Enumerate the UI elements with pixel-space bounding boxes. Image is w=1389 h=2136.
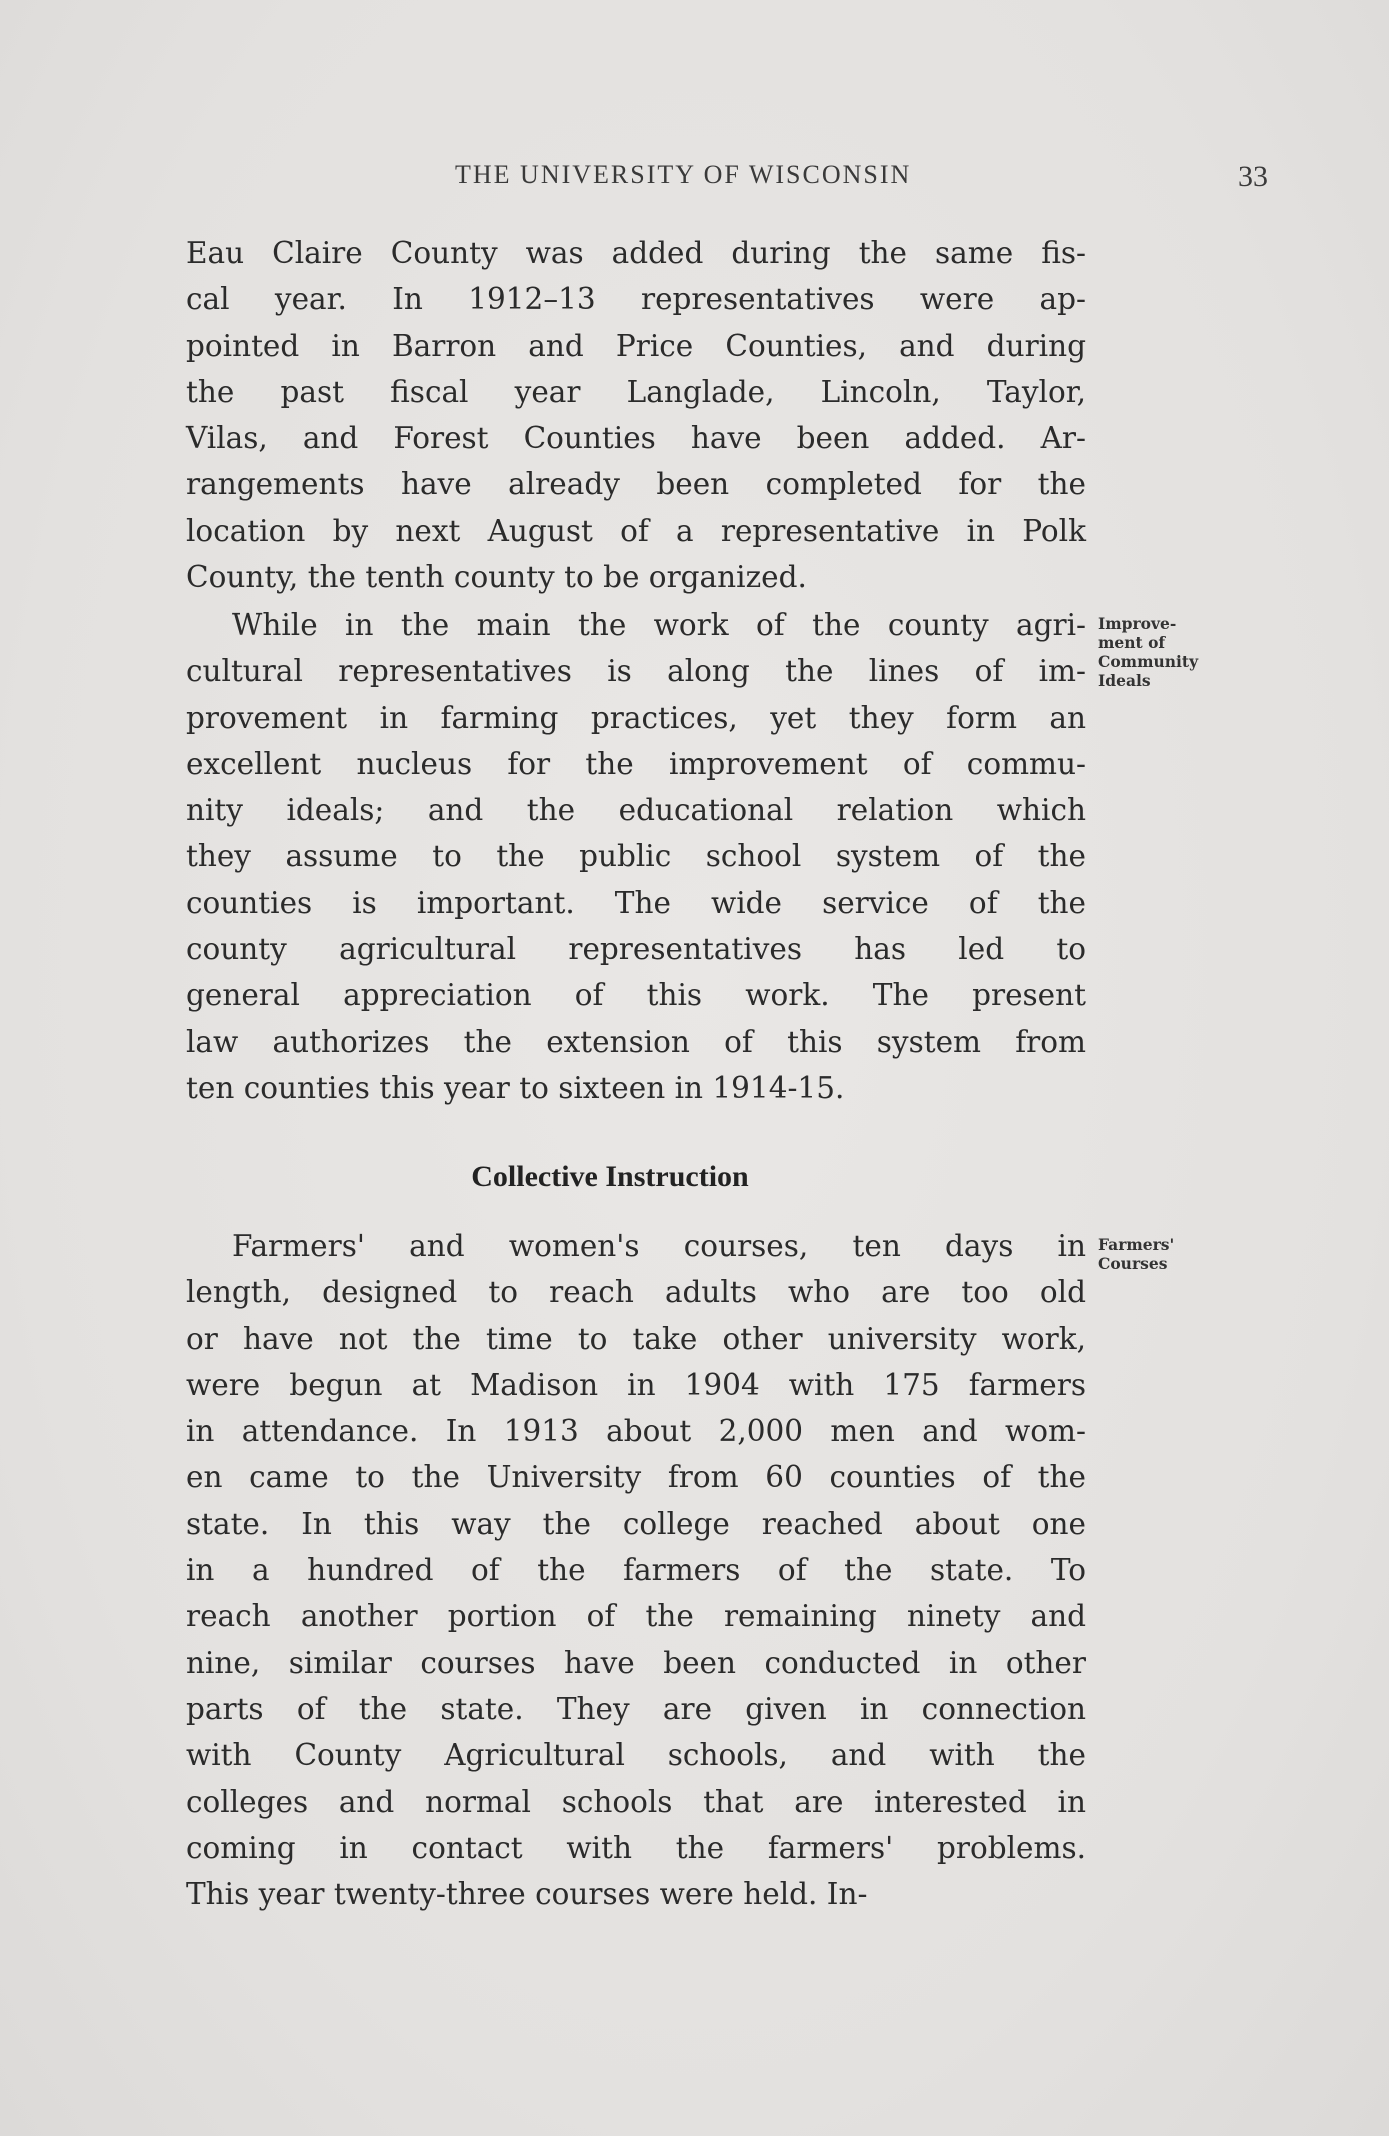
text-line: cal year. In 1912–13 representatives were ap-: [186, 282, 1086, 317]
margin-note-line: Ideals: [1098, 671, 1151, 690]
margin-note-line: Farmers': [1098, 1235, 1175, 1254]
text-line: This year twenty-three courses were held. In-: [186, 1877, 868, 1912]
text-line: colleges and normal schools that are interested in: [186, 1784, 1086, 1819]
text-line: were begun at Madison in 1904 with 175 farmers: [186, 1367, 1086, 1402]
text-line: nity ideals; and the educational relation which: [186, 793, 1086, 828]
text-line: pointed in Barron and Price Counties, and during: [186, 328, 1086, 363]
running-head: THE UNIVERSITY OF WISCONSIN: [455, 160, 912, 189]
margin-note-community-ideals: [1098, 614, 1198, 690]
text-line: general appreciation of this work. The present: [186, 978, 1086, 1013]
text-line: Vilas, and Forest Counties have been added. Ar-: [186, 421, 1086, 456]
text-line: they assume to the public school system of the: [186, 839, 1086, 874]
text-line: provement in farming practices, yet they form an: [186, 700, 1086, 735]
text-line: rangements have already been completed for the: [186, 467, 1086, 502]
text-line: counties is important. The wide service of the: [186, 885, 1086, 920]
text-line: en came to the University from 60 counties of the: [186, 1460, 1086, 1495]
margin-note-line: Community: [1098, 652, 1199, 671]
text-line: location by next August of a representative in Polk: [186, 513, 1086, 548]
text-line: parts of the state. They are given in connection: [186, 1691, 1086, 1726]
margin-note-farmers-courses: [1098, 1235, 1174, 1273]
text-line: or have not the time to take other university work,: [186, 1321, 1086, 1356]
text-line: the past fiscal year Langlade, Lincoln, Taylor,: [186, 374, 1086, 409]
paragraph-community-ideals: [186, 602, 1086, 1111]
text-line: in a hundred of the farmers of the state. To: [186, 1553, 1086, 1588]
paragraph-farmers-courses: [186, 1223, 1086, 1917]
section-title: Collective Instruction: [471, 1160, 749, 1193]
text-line: state. In this way the college reached about one: [186, 1506, 1086, 1541]
text-line: nine, similar courses have been conducted in other: [186, 1645, 1086, 1680]
paragraph-county-additions: [186, 230, 1086, 600]
text-line: Eau Claire County was added during the same fis-: [186, 236, 1086, 270]
text-line: cultural representatives is along the lines of im-: [186, 654, 1086, 689]
margin-note-line: ment of: [1098, 633, 1166, 652]
text-line: excellent nucleus for the improvement of commu-: [186, 746, 1086, 781]
text-line: with County Agricultural schools, and with the: [186, 1738, 1086, 1773]
margin-note-line: Improve-: [1098, 614, 1177, 633]
margin-note-line: Courses: [1098, 1254, 1168, 1273]
text-line: Farmers' and women's courses, ten days in: [232, 1229, 1086, 1263]
text-line: coming in contact with the farmers' problems.: [186, 1830, 1086, 1865]
text-line: county agricultural representatives has led to: [186, 932, 1086, 967]
text-line: County, the tenth county to be organized.: [186, 560, 807, 595]
text-line: law authorizes the extension of this system from: [186, 1024, 1086, 1059]
text-line: reach another portion of the remaining ninety and: [186, 1599, 1086, 1634]
text-line: ten counties this year to sixteen in 1914-15.: [186, 1070, 845, 1105]
text-line: length, designed to reach adults who are too old: [186, 1275, 1086, 1310]
text-line: in attendance. In 1913 about 2,000 men and wom-: [186, 1414, 1086, 1449]
text-line: While in the main the work of the county agri-: [232, 608, 1086, 642]
page-number: 33: [1238, 160, 1268, 193]
